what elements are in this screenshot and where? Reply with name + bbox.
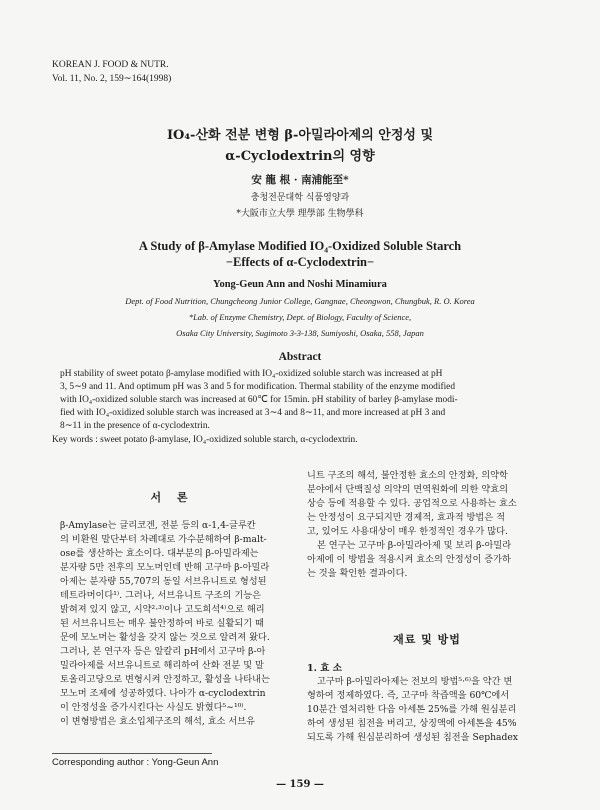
body-line: 아제는 분자량 55,707의 동일 서브유니트로 형성된	[60, 576, 267, 587]
section-heading-methods: 재료 및 방법	[393, 633, 461, 646]
body-line: 토올리고당으로 변형시켜 안정하고, 활성을 나타내는	[60, 674, 270, 685]
body-line: 분야에서 단백질성 의약의 면역원화에 의한 약효의	[307, 484, 508, 495]
body-line: 는 안정성이 요구되지만 경제적, 효과적 방법은 적	[307, 512, 505, 523]
body-line: 모노머 조제에 성공하였다. 나아가 α-cyclodextrin	[60, 688, 266, 699]
journal-name: KOREAN J. FOOD & NUTR.	[52, 60, 169, 70]
body-line: 분자량 5만 전후의 모노머인데 반해 고구마 β-아밀라	[60, 562, 270, 573]
body-line: 본 연구는 고구마 β-아밀라아제 및 보리 β-아밀라	[317, 540, 512, 551]
body-line: 된 서브유니트는 매우 불안정하여 바로 실활되기 때	[60, 618, 264, 629]
body-line: 10분간 열처리한 다음 아세톤 25%를 가해 원심분리	[307, 704, 517, 715]
body-line: 는 것을 확인한 결과이다.	[307, 568, 408, 579]
korean-authors: 安 龍 根 · 南浦能至*	[251, 174, 349, 186]
body-line: β-Amylase는 글리코겐, 전분 등의 α-1,4-글루칸	[60, 520, 256, 531]
english-affiliation-3: Osaka City University, Sugimoto 3-3-138, Sumiyoshi, Osaka, 558, Japan	[176, 328, 424, 338]
body-line: 되도록 가해 원심분리하여 생성된 침전을 Sephadex	[307, 732, 518, 743]
body-line: 형하여 정제하였다. 즉, 고구마 착즙액을 60℃에서	[307, 690, 510, 701]
body-line: 고, 있어도 사용대상이 매우 한정적인 경우가 많다.	[307, 526, 508, 537]
body-line: 이 변형방법은 효소입체구조의 해석, 효소 서브유	[60, 716, 256, 727]
abstract-line: pH stability of sweet potato β-amylase modified with IO₄-oxidized soluble starch was increased at pH	[60, 369, 443, 379]
abstract-keywords: Key words : sweet potato β-amylase, IO₄-oxidized soluble starch, α-cyclodextrin.	[52, 435, 358, 445]
right-column-text-bottom	[307, 675, 518, 745]
english-authors: Yong-Geun Ann and Noshi Minamiura	[213, 279, 387, 290]
english-title-line2: −Effects of α-Cyclodextrin−	[225, 255, 375, 269]
korean-title	[0, 125, 600, 167]
journal-header	[52, 58, 171, 86]
subsection-enzyme: 1. 효 소	[307, 663, 342, 674]
body-line: 의 비환원 말단부터 차례대로 가수분해하여 β-malt-	[60, 534, 267, 545]
body-line: 밀라아제를 서브유니트로 해리하여 산화 전분 및 말	[60, 660, 264, 671]
english-affiliation-2: *Lab. of Enzyme Chemistry, Dept. of Biology, Faculty of Science,	[188, 312, 412, 322]
korean-title-line1: IO₄-산화 전분 변형 β-아밀라아제의 안정성 및	[166, 128, 434, 143]
body-line: 아제에 이 방법을 적용시켜 효소의 안정성이 증가하	[307, 554, 511, 565]
body-line: 하여 생성된 침전을 버리고, 상징액에 아세톤을 45%	[307, 718, 517, 729]
abstract-line: 3, 5∼9 and 11. And optimum pH was 3 and 5 for modification. Thermal stability of the enzyme modified	[60, 382, 456, 392]
body-line: 밝혀져 있지 않고, 시약²·³⁾이나 고도희석⁴⁾으로 해리	[60, 604, 265, 615]
body-line: 니트 구조의 해석, 불안정한 효소의 안정화, 의약학	[307, 470, 508, 481]
korean-affiliation-2: *大阪市立大學 理學部 生物學科	[236, 209, 364, 219]
corresponding-author: Corresponding author : Yong-Geun Ann	[52, 757, 219, 768]
body-line: 이 안정성을 증가시킨다는 사실도 밝혔다⁵∼¹⁰⁾.	[60, 702, 247, 713]
english-title-line1: A Study of β-Amylase Modified IO₄-Oxidized Soluble Starch	[138, 239, 462, 253]
footnote-rule	[52, 753, 212, 754]
section-heading-introduction: 서 론	[150, 491, 194, 504]
korean-title-line2: α-Cyclodextrin의 영향	[225, 149, 375, 164]
body-line: 테트라머이다¹⁾. 그러나, 서브유니트 구조의 기능은	[60, 590, 261, 601]
left-column-text	[60, 519, 270, 729]
abstract-line: 8∼11 in the presence of α-cyclodextrin.	[60, 421, 210, 431]
korean-affiliation-1: 충청전문대학 식품영양과	[250, 193, 350, 203]
right-column-text-top	[307, 469, 517, 581]
body-line: 상승 등에 적용할 수 있다. 공업적으로 사용하는 효소	[307, 498, 517, 509]
body-line: ose를 생산하는 효소이다. 대부분의 β-아밀라제는	[60, 548, 259, 559]
abstract-line: fied with IO₄-oxidized soluble starch was increased at 3∼4 and 8∼11, and more increased at pH 3 and	[60, 408, 446, 418]
abstract-heading: Abstract	[278, 351, 322, 363]
english-title	[0, 238, 600, 270]
english-affiliation-1: Dept. of Food Nutrition, Chungcheong Junior College, Gangnae, Cheongwon, Chungbuk, R. O. Korea	[125, 296, 475, 306]
body-line: 문에 모노머는 활성을 갖지 않는 것으로 알려져 왔다.	[60, 632, 270, 643]
journal-volume: Vol. 11, No. 2, 159∼164(1998)	[52, 74, 172, 84]
body-line: 고구마 β-아밀라아제는 전보의 방법⁵·⁶⁾을 약간 변	[317, 676, 513, 687]
body-line: 그러나, 본 연구자 등은 알칼리 pH에서 고구마 β-아	[60, 646, 266, 657]
page-number: — 159 —	[276, 779, 324, 790]
abstract-line: with IO₄-oxidized soluble starch was increased at 60℃ for 15min. pH stability of barley β-amylase modi-	[60, 395, 458, 405]
